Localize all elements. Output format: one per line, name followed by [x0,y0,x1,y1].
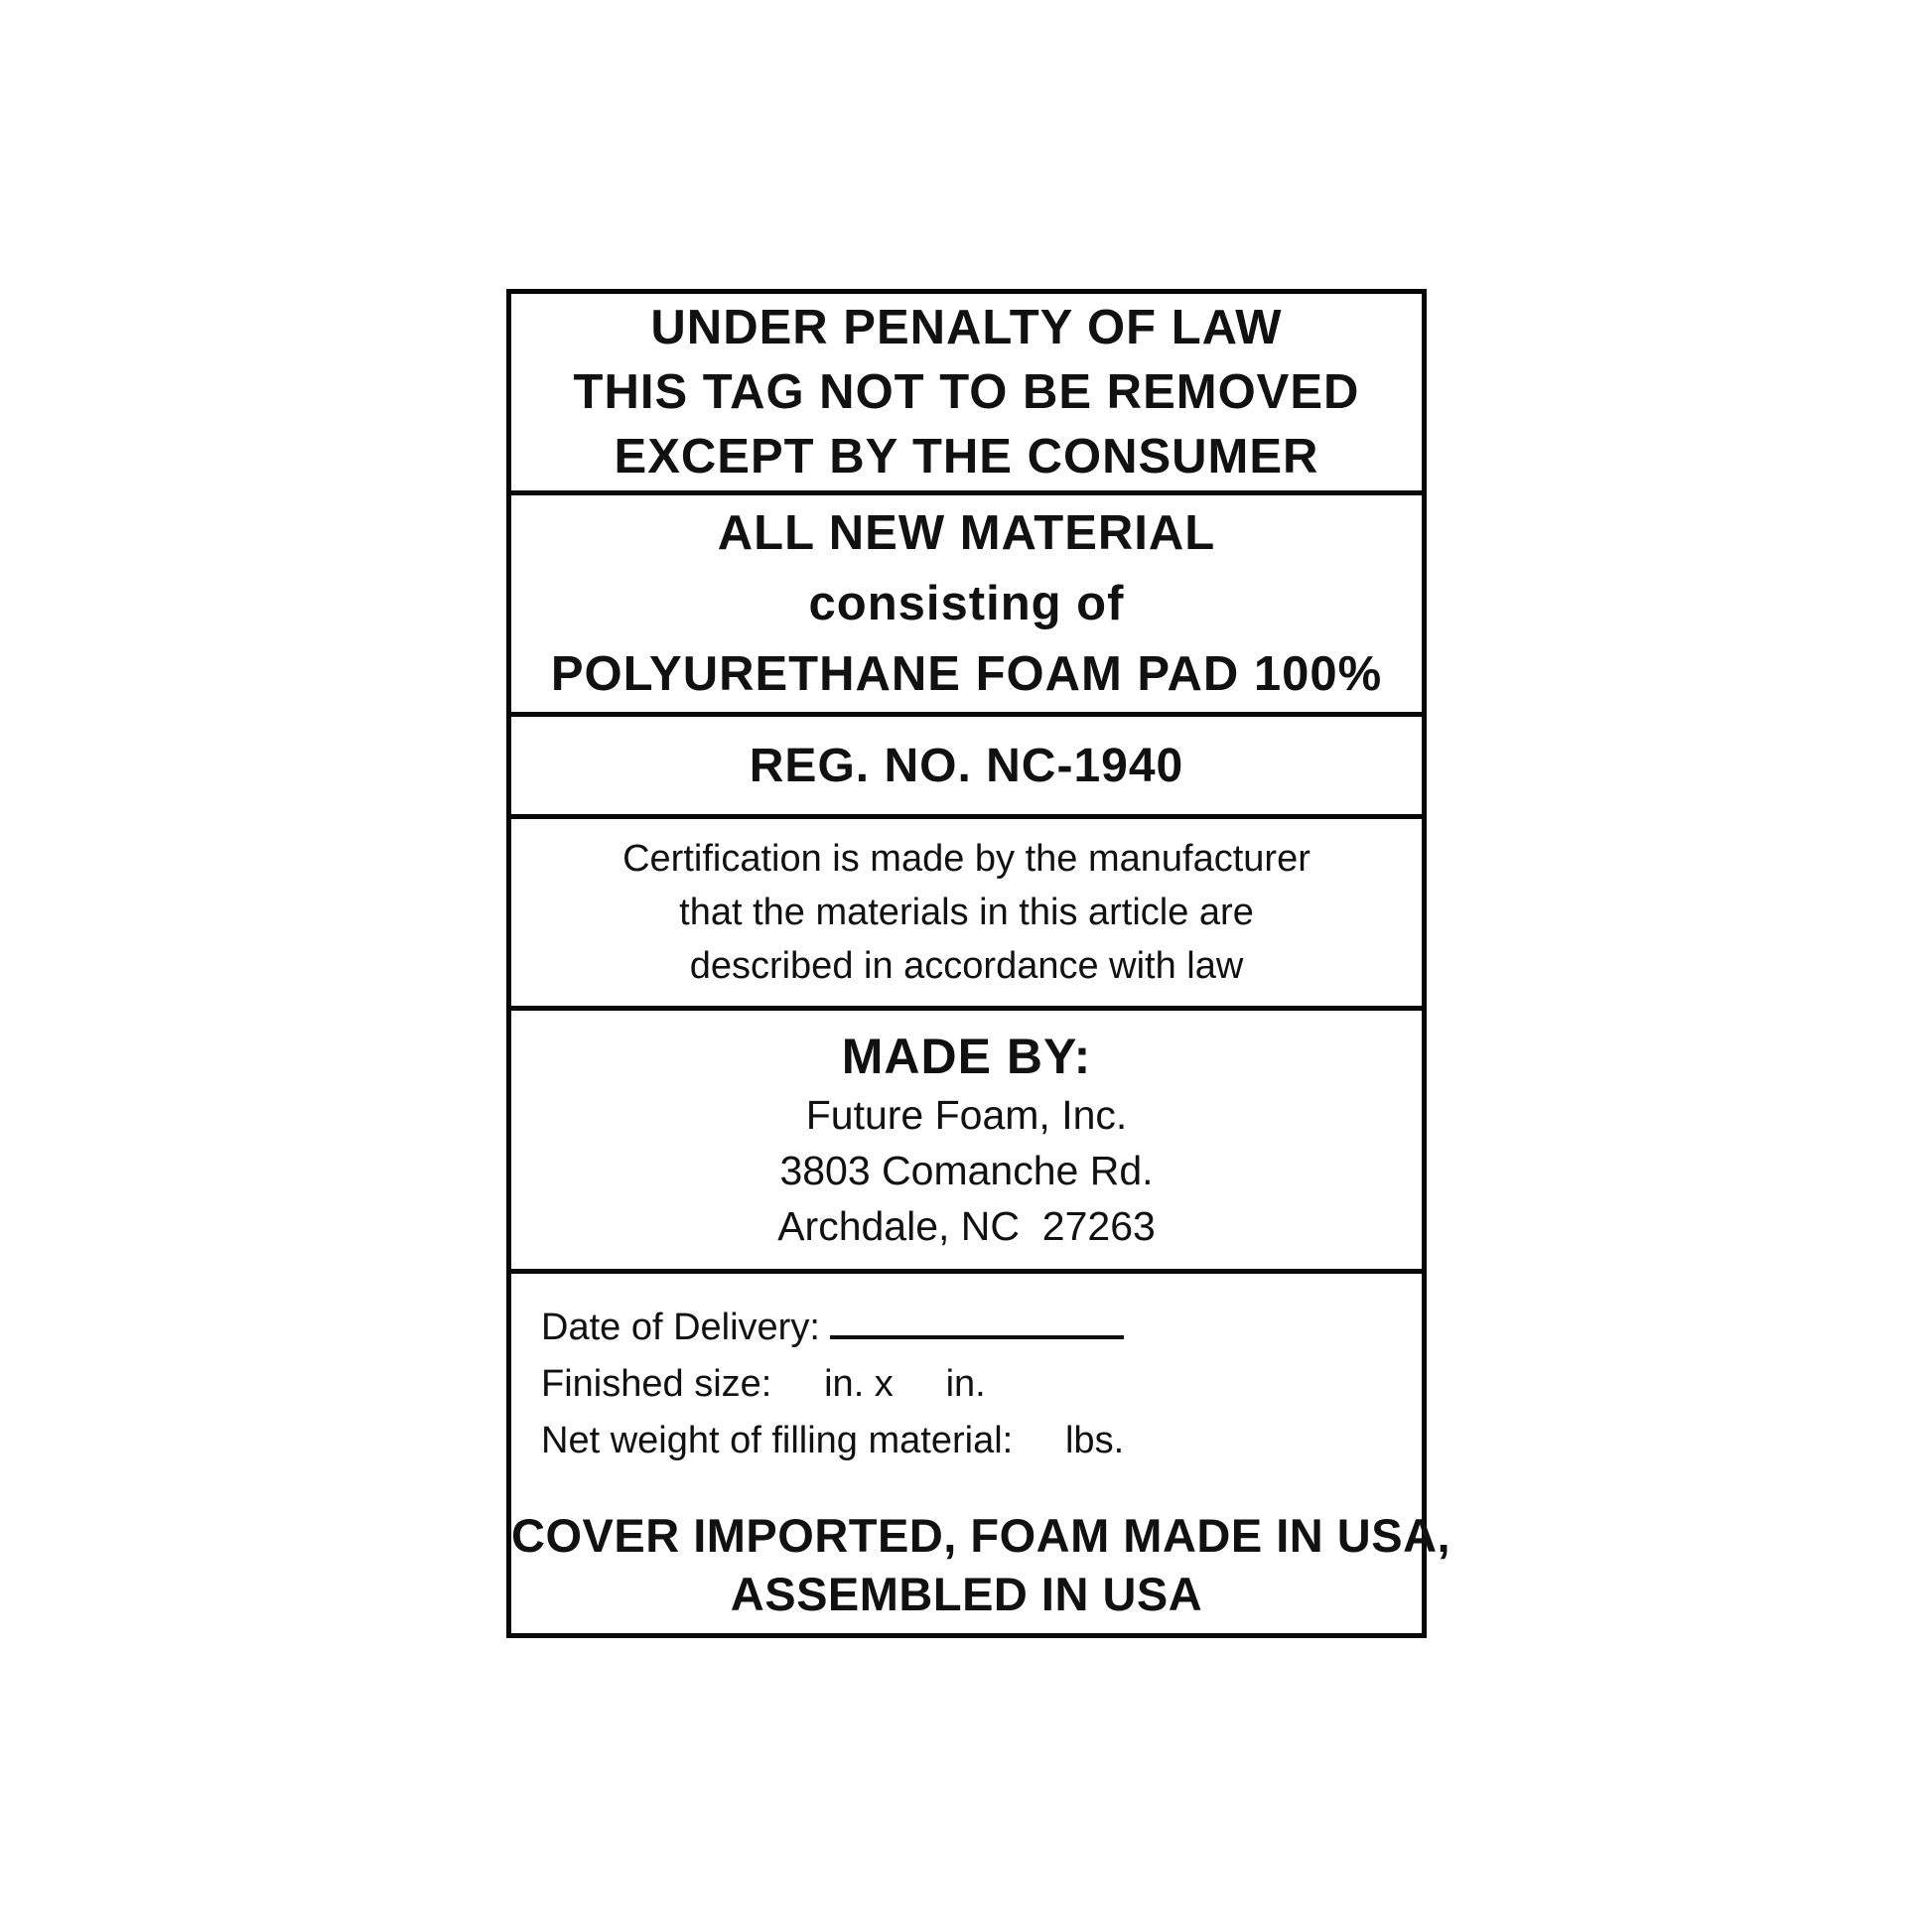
penalty-line-2: THIS TAG NOT TO BE REMOVED [573,364,1360,419]
law-label [506,289,1451,1638]
origin-statement [511,1506,1451,1633]
fill-in-block [511,1274,1422,1469]
made-by-company: Future Foam, Inc. [805,1092,1128,1138]
material-line-2: consisting of [808,576,1125,630]
net-weight-row: Net weight of filling material: lbs. [541,1420,1125,1461]
made-by-heading: MADE BY: [841,1029,1092,1084]
origin-line-1: COVER IMPORTED, FOAM MADE IN USA, [511,1509,1451,1562]
penalty-line-3: EXCEPT BY THE CONSUMER [614,429,1319,483]
date-of-delivery-label: Date of Delivery: [541,1307,820,1348]
finished-size-row: Finished size: in. x in. [541,1363,986,1405]
certification-line-1: Certification is made by the manufacturer [622,838,1311,880]
registration-number: REG. NO. NC-1940 [749,739,1184,792]
date-of-delivery-row [541,1300,1422,1356]
section-made-by [511,1011,1422,1274]
section-registration-number [511,717,1422,819]
date-of-delivery-blank [830,1302,1124,1339]
section-penalty-notice [511,294,1422,495]
penalty-line-1: UNDER PENALTY OF LAW [650,300,1283,354]
section-material-contents [511,495,1422,717]
made-by-city: Archdale, NC 27263 [777,1203,1156,1249]
certification-line-3: described in accordance with law [689,945,1244,987]
section-delivery-details [511,1274,1451,1633]
material-line-3: POLYURETHANE FOAM PAD 100% [550,646,1383,701]
material-line-1: ALL NEW MATERIAL [717,505,1216,560]
certification-line-2: that the materials in this article are [679,892,1254,933]
section-certification [511,819,1422,1011]
made-by-street: 3803 Comanche Rd. [779,1148,1154,1193]
origin-line-2: ASSEMBLED IN USA [730,1568,1203,1620]
